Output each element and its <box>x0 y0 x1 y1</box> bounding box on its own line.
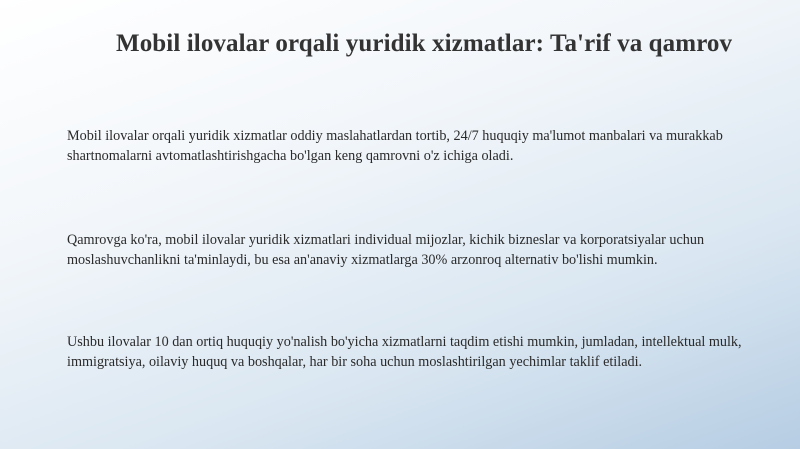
paragraph-scope: Qamrovga ko'ra, mobil ilovalar yuridik xizmatlari individual mijozlar, kichik bizneslar va korporatsiyalar uchun moslashuvchanlikni ta'minlaydi, bu esa an'anaviy xizmatlarga 30% arzonroq alternativ bo'lishi mumkin. <box>67 232 705 268</box>
paragraph-areas: Ushbu ilovalar 10 dan ortiq huquqiy yo'nalish bo'yicha xizmatlarni taqdim etishi mumkin, jumladan, intellektual mulk, immigratsiya, oilaviy huquq va boshqalar, har bir soha uchun moslashtirilgan yechimlar taklif etiladi. <box>67 334 742 370</box>
slide-title: Mobil ilovalar orqali yuridik xizmatlar: Ta'rif va qamrov <box>116 30 733 57</box>
paragraph-definition: Mobil ilovalar orqali yuridik xizmatlar oddiy maslahatlardan tortib, 24/7 huquqiy ma'lumot manbalari va murakkab shartnomalarni avtomatlashtirishgacha bo'lgan keng qamrovni o'z ichiga oladi. <box>67 128 723 164</box>
